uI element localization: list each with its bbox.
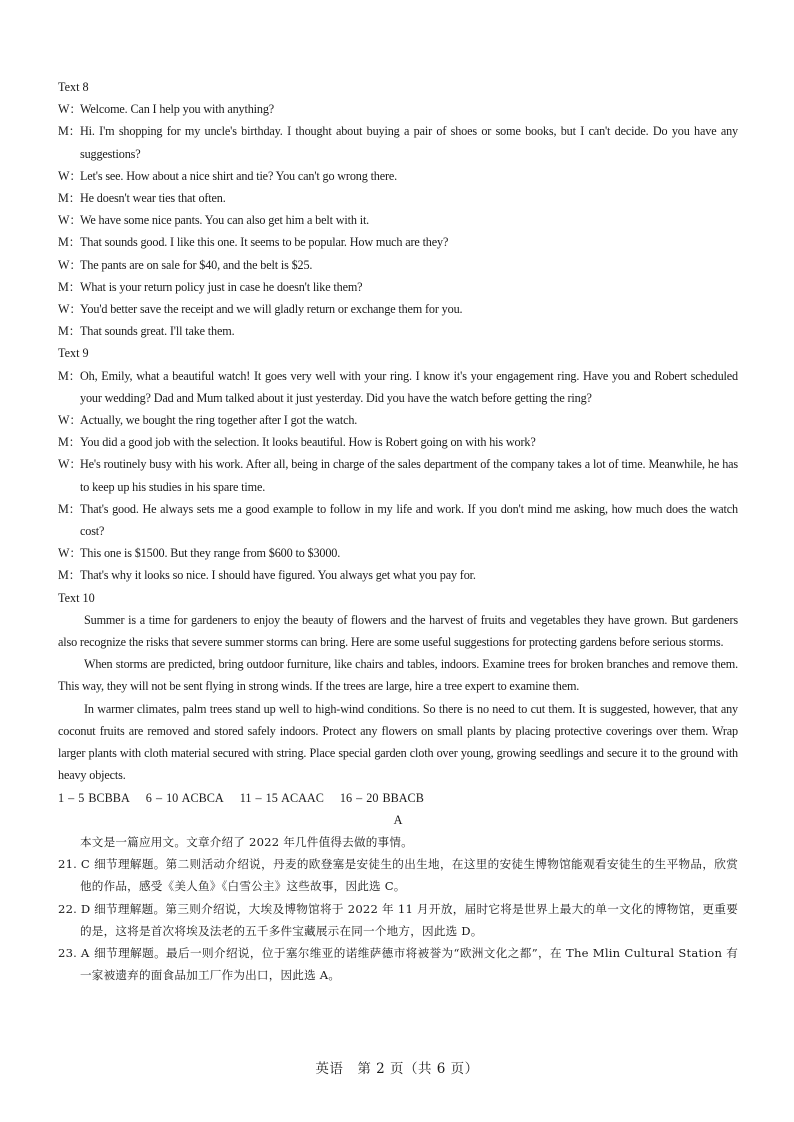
text8-heading: Text 8 <box>58 80 89 94</box>
dialogue-text: That's good. He always sets me a good example to follow in my life and work. If you don't mind me asking, how much does the watch cost? <box>80 501 738 539</box>
question-explanation <box>58 942 738 986</box>
explanation-text: 细节理解题。最后一则介绍说，位于塞尔维亚的诺维萨德市将被誉为“欧洲文化之都”，在 The Mlin Cultural Station 有一家被遗弃的面食品加工厂作为出口，因此选 A。 <box>80 945 738 983</box>
dialogue-text: Let's see. How about a nice shirt and tie? You can't go wrong there. <box>80 168 398 183</box>
speaker-label: M： <box>58 235 81 250</box>
speaker-label: W： <box>58 102 82 117</box>
answer-group: 11 – 15 ACAAC <box>239 790 324 805</box>
dialogue-text: Actually, we bought the ring together after I got the watch. <box>80 413 358 428</box>
dialogue-text: You did a good job with the selection. It looks beautiful. How is Robert going on with his work? <box>80 435 536 450</box>
speaker-label: W： <box>58 413 82 428</box>
dialogue-line <box>58 431 738 453</box>
answer-key <box>58 787 738 809</box>
dialogue-text: Oh, Emily, what a beautiful watch! It goes very well with your ring. I know it's your engagement ring. Have you and Robert scheduled your wedding? Dad and Mum talked about it just yesterday. Did you have the watch before getting the ring? <box>80 368 738 405</box>
dialogue-text: What is your return policy just in case he doesn't like them? <box>80 279 363 294</box>
dialogue-line <box>58 98 738 120</box>
speaker-label: M： <box>58 191 81 206</box>
dialogue-text: The pants are on sale for $40, and the belt is $25. <box>80 257 313 272</box>
dialogue-text: Hi. I'm shopping for my uncle's birthday. I thought about buying a pair of shoes or some books, but I can't decide. Do you have any suggestions? <box>80 124 738 161</box>
dialogue-text: He doesn't wear ties that often. <box>80 191 226 206</box>
text10-heading: Text 10 <box>58 590 95 605</box>
question-explanation <box>58 853 738 897</box>
dialogue-text: This one is $1500. But they range from $600 to $3000. <box>80 546 341 561</box>
dialogue-line <box>58 453 738 497</box>
dialogue-line <box>58 187 738 209</box>
passage-paragraph: When storms are predicted, bring outdoor furniture, like chairs and tables, indoors. Examine trees for broken branches and remove them. This way, they will not be sent flying in strong winds. If the trees are large, hire a tree expert to examine them. <box>58 657 738 694</box>
text9-dialogue <box>58 365 738 587</box>
speaker-label: W： <box>58 168 82 183</box>
dialogue-text: He's routinely busy with his work. After all, being in charge of the sales department of the company takes a lot of time. Meanwhile, he has to keep up his studies in his spare time. <box>80 457 738 494</box>
dialogue-line <box>58 409 738 431</box>
question-number: 21. C <box>58 857 90 872</box>
dialogue-line <box>58 542 738 564</box>
section-a-summary: 本文是一篇应用文。文章介绍了 2022 年几件值得去做的事情。 <box>80 834 413 849</box>
page-footer: 英语 第 2 页（共 6 页） <box>315 1061 479 1077</box>
question-explanation <box>58 898 738 942</box>
dialogue-line <box>58 564 738 586</box>
answer-group: 6 – 10 ACBCA <box>145 790 224 805</box>
speaker-label: M： <box>58 435 81 450</box>
dialogue-line <box>58 365 738 409</box>
dialogue-line <box>58 276 738 298</box>
speaker-label: M： <box>58 501 81 516</box>
speaker-label: W： <box>58 546 82 561</box>
dialogue-line <box>58 165 738 187</box>
dialogue-line <box>58 254 738 276</box>
dialogue-line <box>58 320 738 342</box>
dialogue-line <box>58 120 738 164</box>
answer-group: 1 – 5 BCBBA <box>58 790 130 805</box>
text10-passage <box>58 609 738 787</box>
dialogue-text: That sounds good. I like this one. It seems to be popular. How much are they? <box>80 235 449 250</box>
passage-paragraph: In warmer climates, palm trees stand up well to high-wind conditions. So there is no need to cut them. It is suggested, however, that any coconut fruits are removed and stored safely indoors. Protect any flowers on small plants by placing protective coverings over them. Wrap larger plants with cloth material secured with string. Place special garden cloth over young, growing seedlings and secure it to the ground with heavy objects. <box>58 701 738 783</box>
speaker-label: M： <box>58 568 81 583</box>
dialogue-line <box>58 231 738 253</box>
dialogue-line <box>58 209 738 231</box>
text9-heading: Text 9 <box>58 346 89 361</box>
dialogue-text: We have some nice pants. You can also get him a belt with it. <box>80 213 370 228</box>
document-page <box>58 76 738 986</box>
question-number: 23. A <box>58 945 90 960</box>
speaker-label: W： <box>58 457 82 472</box>
dialogue-text: Welcome. Can I help you with anything? <box>80 102 275 117</box>
speaker-label: W： <box>58 213 82 228</box>
explanation-text: 细节理解题。第三则介绍说，大埃及博物馆将于 2022 年 11 月开放，届时它将是世界上最大的单一文化的博物馆，更重要的是，这将是首次将埃及法老的五千多件宝藏展示在同一个地方，因此选 D。 <box>80 901 738 938</box>
speaker-label: W： <box>58 302 82 317</box>
dialogue-text: That sounds great. I'll take them. <box>80 324 235 339</box>
text8-dialogue <box>58 98 738 342</box>
dialogue-text: You'd better save the receipt and we will gladly return or exchange them for you. <box>80 302 463 317</box>
passage-paragraph: Summer is a time for gardeners to enjoy the beauty of flowers and the harvest of fruits and vegetables they have grown. But gardeners also recognize the risks that severe summer storms can bring. Here are some useful suggestions for protecting gardens before serious storms. <box>58 612 738 650</box>
speaker-label: M： <box>58 124 81 139</box>
speaker-label: M： <box>58 324 81 339</box>
question-number: 22. D <box>58 901 91 916</box>
speaker-label: M： <box>58 368 81 383</box>
dialogue-line <box>58 298 738 320</box>
dialogue-line <box>58 498 738 542</box>
speaker-label: M： <box>58 279 81 294</box>
dialogue-text: That's why it looks so nice. I should have figured. You always get what you pay for. <box>80 568 476 583</box>
explanation-text: 细节理解题。第二则活动介绍说，丹麦的欧登塞是安徒生的出生地，在这里的安徒生博物馆能观看安徒生的生平物品，欣赏他的作品，感受《美人鱼》《白雪公主》这些故事，因此选 C。 <box>80 857 738 894</box>
answer-group: 16 – 20 BBACB <box>339 790 424 805</box>
speaker-label: W： <box>58 257 82 272</box>
section-a-heading: A <box>393 812 403 827</box>
